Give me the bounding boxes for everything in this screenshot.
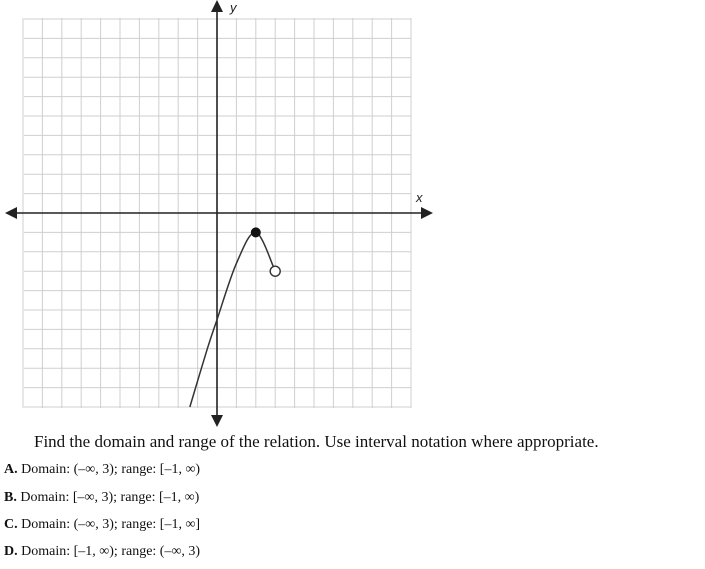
choice-text: Domain: (–∞, 3); range: [–1, ∞]	[21, 517, 201, 532]
x-axis-right-arrow	[421, 207, 433, 219]
x-axis-label: x	[416, 190, 423, 205]
choice-letter: D.	[4, 544, 18, 559]
choice-text: Domain: [–1, ∞); range: (–∞, 3)	[21, 544, 201, 559]
choice-letter: B.	[4, 490, 17, 505]
choice-a[interactable]	[4, 462, 200, 478]
x-axis-left-arrow	[5, 207, 17, 219]
relation-curve	[190, 232, 275, 407]
choice-d[interactable]	[4, 544, 200, 560]
open-endpoint	[270, 266, 280, 276]
choice-c[interactable]	[4, 517, 200, 533]
choice-letter: C.	[4, 517, 18, 532]
y-axis-label: y	[230, 0, 237, 15]
question-text: Find the domain and range of the relation. Use interval notation where appropriate.	[34, 432, 599, 451]
choice-text: Domain: [–∞, 3); range: [–1, ∞)	[20, 490, 200, 505]
choice-text: Domain: (–∞, 3); range: [–1, ∞)	[21, 462, 201, 477]
closed-endpoint	[251, 227, 261, 237]
y-axis-bottom-arrow	[211, 415, 223, 427]
choice-b[interactable]	[4, 490, 199, 506]
y-axis-top-arrow	[211, 0, 223, 12]
choice-letter: A.	[4, 462, 18, 477]
